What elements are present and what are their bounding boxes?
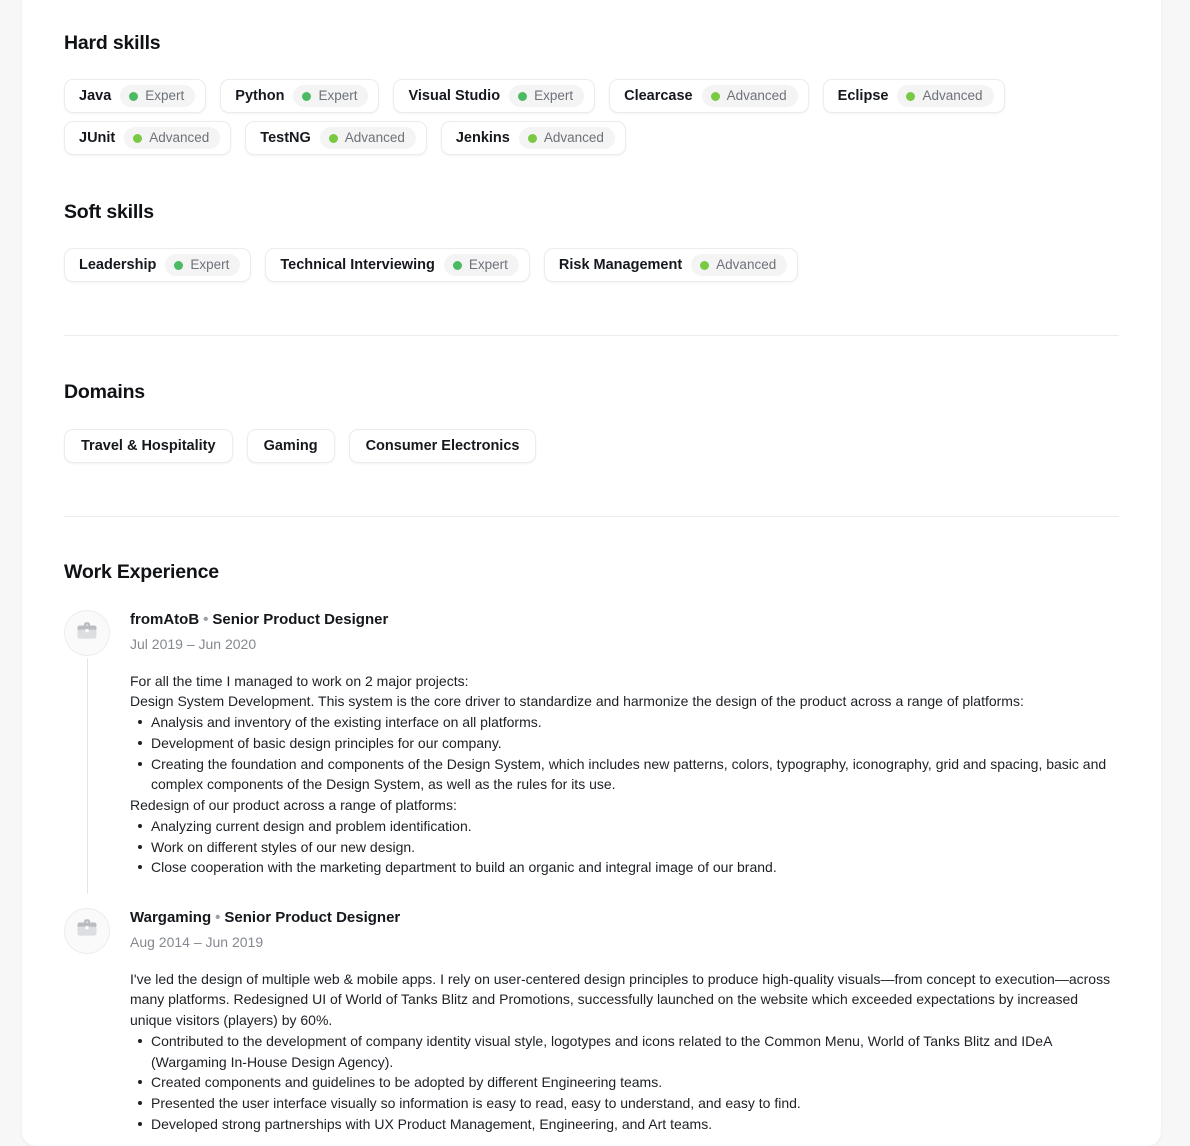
hard_skills-chip[interactable] (64, 121, 231, 155)
profile-card (22, 0, 1161, 1146)
chip-label: Python (235, 87, 285, 104)
work-experience-title: Work Experience (64, 561, 219, 583)
experience-gutter (64, 610, 130, 878)
skill-level-label: Expert (145, 88, 185, 104)
briefcase-icon (75, 620, 99, 647)
job-bullet-item: Created components and guidelines to be adopted by different Engineering teams. (151, 1072, 1119, 1093)
level-dot-icon (453, 261, 462, 270)
soft-skills-chip-row (64, 248, 1119, 282)
experience-heading (130, 611, 1119, 630)
skill-level-label: Expert (534, 88, 574, 104)
level-dot-icon (329, 134, 338, 143)
job-bullet-item: Close cooperation with the marketing department to build an organic and integral image of our brand. (151, 857, 1119, 878)
job-dates: Jul 2019 – Jun 2020 (130, 635, 257, 652)
domains-chip[interactable] (349, 429, 537, 463)
job-paragraph: Design System Development. This system is the core driver to standardize and harmonize the design of the product across a range of platforms: (130, 693, 1024, 710)
level-dot-icon (174, 261, 183, 270)
job-description (130, 969, 1119, 1135)
domains-title: Domains (64, 381, 145, 403)
level-dot-icon (133, 134, 142, 143)
timeline-connector (87, 658, 89, 894)
level-dot-icon (528, 134, 537, 143)
section-soft-skills (64, 155, 1119, 282)
skill-level-badge (519, 127, 615, 149)
experience-list (64, 610, 1119, 1134)
chip-label: Gaming (263, 437, 318, 454)
job-paragraph: For all the time I managed to work on 2 major projects: (130, 672, 469, 689)
heading-separator: • (215, 908, 221, 926)
chip-label: Travel & Hospitality (81, 437, 216, 454)
level-dot-icon (700, 261, 709, 270)
skill-level-badge (702, 85, 798, 107)
skill-level-label: Expert (468, 257, 508, 273)
chip-label: Java (79, 87, 112, 104)
job-bullet-item: Development of basic design principles for our company. (151, 733, 1119, 754)
job-paragraph: Redesign of our product across a range of platforms: (130, 797, 457, 814)
hard_skills-chip[interactable] (441, 121, 626, 155)
job-bullet-list (130, 1031, 1119, 1135)
job-bullet-item: Creating the foundation and components of the Design System, which includes new patterns, colors, typography, iconography, grid and spacing, basic and complex components of the Design System, as well as the rules for its use. (151, 754, 1119, 795)
company-avatar (64, 908, 110, 954)
soft_skills-chip[interactable] (544, 248, 798, 282)
section-hard-skills (64, 0, 1119, 155)
hard_skills-chip[interactable] (609, 79, 809, 113)
soft-skills-title: Soft skills (64, 201, 154, 223)
skill-level-badge (120, 85, 195, 107)
level-dot-icon (711, 92, 720, 101)
hard-skills-title: Hard skills (64, 32, 161, 54)
skill-level-badge (124, 127, 220, 149)
skill-level-badge (165, 254, 240, 276)
hard_skills-chip[interactable] (245, 121, 427, 155)
level-dot-icon (518, 92, 527, 101)
skill-level-label: Advanced (716, 257, 777, 273)
company-name: fromAtoB (130, 611, 200, 628)
skill-level-label: Advanced (149, 130, 210, 146)
chip-label: Leadership (79, 256, 157, 273)
chip-label: TestNG (260, 129, 311, 146)
experience-body (130, 610, 1119, 878)
skill-level-label: Advanced (543, 130, 604, 146)
chip-label: Eclipse (837, 87, 889, 104)
job-role: Senior Product Designer (212, 611, 389, 628)
job-bullet-item: Presented the user interface visually so information is easy to read, easy to understand, and easy to find. (151, 1093, 1119, 1114)
experience-gutter (64, 908, 130, 1135)
briefcase-icon (75, 917, 99, 944)
company-avatar (64, 610, 110, 656)
job-bullet-item: Contributed to the development of company identity visual style, logotypes and icons related to the Common Menu, World of Tanks Blitz and IDeA (Wargaming In-House Design Agency). (151, 1031, 1119, 1072)
skill-level-badge (444, 254, 519, 276)
domains-chip-row (64, 429, 1119, 463)
domains-chip[interactable] (247, 429, 335, 463)
job-bullet-list (130, 816, 1119, 878)
work-experience-entry (64, 908, 1119, 1135)
job-description (130, 671, 1119, 878)
hard_skills-chip[interactable] (823, 79, 1005, 113)
job-bullet-item: Developed strong partnerships with UX Product Management, Engineering, and Art teams. (151, 1114, 1119, 1135)
job-paragraph: I've led the design of multiple web & mobile apps. I rely on user-centered design principles to produce high-quality visuals—from concept to execution—across many platforms. Redesigned UI of World of Tanks Blitz and Promotions, successfully launched on the website which exceeded expectations by increased unique visitors (players) by 60%. (130, 970, 1111, 1029)
skill-level-label: Advanced (726, 88, 787, 104)
job-dates: Aug 2014 – Jun 2019 (130, 933, 264, 950)
experience-heading (130, 909, 1119, 928)
skill-level-label: Expert (190, 257, 230, 273)
section-domains (64, 336, 1119, 463)
domains-chip[interactable] (64, 429, 233, 463)
skill-level-label: Advanced (344, 130, 405, 146)
chip-label: Visual Studio (408, 87, 501, 104)
section-work-experience (64, 517, 1119, 1134)
job-bullet-item: Work on different styles of our new design. (151, 837, 1119, 858)
skill-level-label: Advanced (922, 88, 983, 104)
experience-body (130, 908, 1119, 1135)
chip-label: Risk Management (558, 256, 683, 273)
skill-level-badge (320, 127, 416, 149)
job-role: Senior Product Designer (224, 908, 401, 926)
soft_skills-chip[interactable] (64, 248, 251, 282)
chip-label: Consumer Electronics (365, 437, 520, 454)
chip-label: JUnit (79, 129, 116, 146)
job-bullet-item: Analysis and inventory of the existing interface on all platforms. (151, 712, 1119, 733)
level-dot-icon (906, 92, 915, 101)
skill-level-badge (691, 254, 787, 276)
hard-skills-chip-row (64, 79, 1119, 155)
soft_skills-chip[interactable] (265, 248, 529, 282)
heading-separator: • (203, 611, 209, 628)
job-bullet-list (130, 712, 1119, 795)
skill-level-badge (897, 85, 993, 107)
chip-label: Jenkins (455, 129, 510, 146)
level-dot-icon (129, 92, 138, 101)
skill-level-label: Expert (318, 88, 358, 104)
company-name: Wargaming (130, 908, 212, 926)
hard_skills-chip[interactable] (220, 79, 379, 113)
hard_skills-chip[interactable] (393, 79, 595, 113)
hard_skills-chip[interactable] (64, 79, 206, 113)
chip-label: Clearcase (624, 87, 693, 104)
work-experience-entry (64, 610, 1119, 878)
job-bullet-item: Analyzing current design and problem identification. (151, 816, 1119, 837)
skill-level-badge (293, 85, 368, 107)
level-dot-icon (302, 92, 311, 101)
skill-level-badge (509, 85, 584, 107)
chip-label: Technical Interviewing (280, 256, 435, 273)
